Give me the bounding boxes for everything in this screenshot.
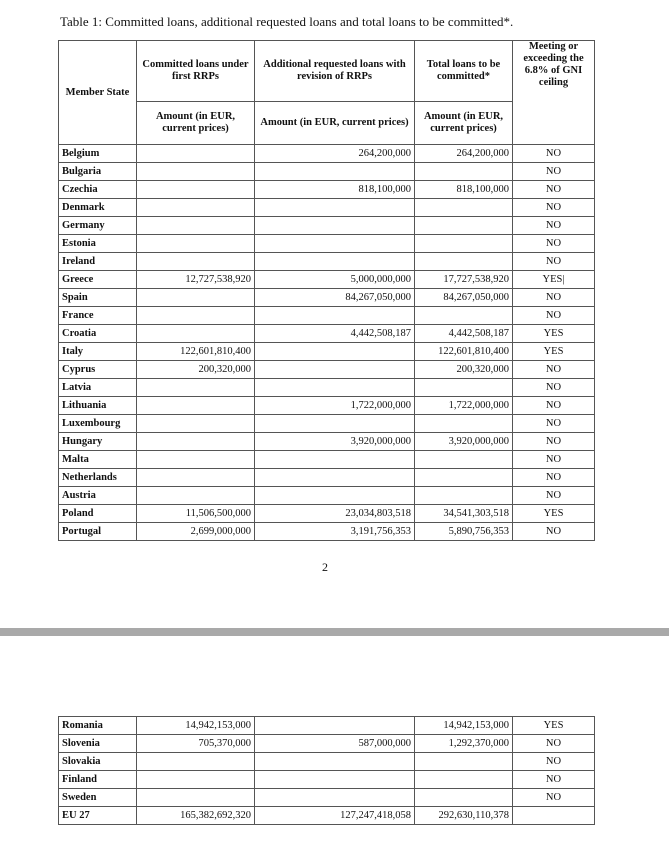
cell-additional-loans — [255, 379, 415, 397]
cell-committed-loans — [137, 307, 255, 325]
cell-gni-ceiling: NO — [513, 753, 595, 771]
loans-table — [58, 40, 595, 541]
cell-member-state: Poland — [59, 505, 137, 523]
cell-additional-loans — [255, 307, 415, 325]
cell-additional-loans: 127,247,418,058 — [255, 807, 415, 825]
cell-member-state: Sweden — [59, 789, 137, 807]
cell-committed-loans — [137, 217, 255, 235]
cell-gni-ceiling: YES| — [513, 271, 595, 289]
cell-additional-loans: 3,920,000,000 — [255, 433, 415, 451]
cell-additional-loans — [255, 415, 415, 433]
cell-gni-ceiling: NO — [513, 469, 595, 487]
cell-member-state: Slovenia — [59, 735, 137, 753]
cell-committed-loans — [137, 789, 255, 807]
cell-member-state: Luxembourg — [59, 415, 137, 433]
cell-member-state: Slovakia — [59, 753, 137, 771]
cell-member-state: Hungary — [59, 433, 137, 451]
cell-member-state: Germany — [59, 217, 137, 235]
table-row — [59, 379, 595, 397]
cell-member-state: Malta — [59, 451, 137, 469]
cell-committed-loans: 165,382,692,320 — [137, 807, 255, 825]
table-row — [59, 271, 595, 289]
cell-member-state: Estonia — [59, 235, 137, 253]
table-body-lower — [59, 717, 595, 825]
cell-gni-ceiling: NO — [513, 523, 595, 541]
cell-member-state: Croatia — [59, 325, 137, 343]
cell-member-state: Austria — [59, 487, 137, 505]
cell-total-loans: 1,722,000,000 — [415, 397, 513, 415]
cell-total-loans — [415, 451, 513, 469]
cell-total-loans: 122,601,810,400 — [415, 343, 513, 361]
table-row — [59, 199, 595, 217]
cell-total-loans — [415, 163, 513, 181]
cell-gni-ceiling: YES — [513, 343, 595, 361]
cell-committed-loans — [137, 163, 255, 181]
cell-additional-loans — [255, 361, 415, 379]
cell-committed-loans — [137, 235, 255, 253]
cell-total-loans — [415, 253, 513, 271]
table-row — [59, 735, 595, 753]
table-row — [59, 469, 595, 487]
table-row — [59, 523, 595, 541]
header-committed-loans: Committed loans under first RRPs — [137, 41, 255, 102]
cell-additional-loans — [255, 487, 415, 505]
cell-additional-loans — [255, 717, 415, 735]
cell-committed-loans — [137, 379, 255, 397]
cell-additional-loans: 3,191,756,353 — [255, 523, 415, 541]
cell-total-loans: 34,541,303,518 — [415, 505, 513, 523]
cell-committed-loans: 12,727,538,920 — [137, 271, 255, 289]
table-row — [59, 717, 595, 735]
cell-gni-ceiling: NO — [513, 735, 595, 753]
page-number: 2 — [322, 560, 328, 574]
cell-total-loans: 3,920,000,000 — [415, 433, 513, 451]
table-row — [59, 753, 595, 771]
cell-additional-loans — [255, 789, 415, 807]
cell-committed-loans — [137, 451, 255, 469]
cell-total-loans: 264,200,000 — [415, 145, 513, 163]
cell-member-state: Belgium — [59, 145, 137, 163]
cell-member-state: Czechia — [59, 181, 137, 199]
cell-member-state: Italy — [59, 343, 137, 361]
document-page-lower — [0, 636, 669, 851]
cell-additional-loans — [255, 343, 415, 361]
cell-additional-loans — [255, 771, 415, 789]
cell-member-state: Latvia — [59, 379, 137, 397]
table-row — [59, 771, 595, 789]
cell-gni-ceiling: NO — [513, 181, 595, 199]
cell-member-state: Finland — [59, 771, 137, 789]
cell-committed-loans — [137, 397, 255, 415]
cell-committed-loans: 2,699,000,000 — [137, 523, 255, 541]
cell-additional-loans — [255, 163, 415, 181]
header-additional-loans: Additional requested loans with revision of RRPs — [255, 41, 415, 102]
cell-member-state: Bulgaria — [59, 163, 137, 181]
cell-committed-loans — [137, 325, 255, 343]
cell-total-loans — [415, 789, 513, 807]
cell-total-loans: 1,292,370,000 — [415, 735, 513, 753]
cell-total-loans — [415, 771, 513, 789]
cell-gni-ceiling: NO — [513, 397, 595, 415]
cell-total-loans — [415, 379, 513, 397]
table-row — [59, 433, 595, 451]
cell-gni-ceiling: NO — [513, 379, 595, 397]
cell-gni-ceiling: YES — [513, 325, 595, 343]
cell-additional-loans: 1,722,000,000 — [255, 397, 415, 415]
table-row — [59, 361, 595, 379]
cell-committed-loans — [137, 199, 255, 217]
cell-committed-loans — [137, 415, 255, 433]
cell-total-loans: 292,630,110,378 — [415, 807, 513, 825]
table-row — [59, 181, 595, 199]
cell-committed-loans: 122,601,810,400 — [137, 343, 255, 361]
cell-additional-loans: 818,100,000 — [255, 181, 415, 199]
cell-gni-ceiling: YES — [513, 717, 595, 735]
cell-additional-loans — [255, 451, 415, 469]
cell-additional-loans — [255, 469, 415, 487]
table-row — [59, 487, 595, 505]
page-separator — [0, 628, 669, 636]
table-row — [59, 451, 595, 469]
table-row — [59, 789, 595, 807]
cell-total-loans: 14,942,153,000 — [415, 717, 513, 735]
cell-gni-ceiling: NO — [513, 451, 595, 469]
cell-member-state: EU 27 — [59, 807, 137, 825]
table-row — [59, 235, 595, 253]
table-row — [59, 289, 595, 307]
table-row — [59, 253, 595, 271]
cell-gni-ceiling: NO — [513, 307, 595, 325]
header-total-unit: Amount (in EUR, current prices) — [415, 102, 513, 145]
table-row — [59, 307, 595, 325]
cell-member-state: Denmark — [59, 199, 137, 217]
table-body-upper — [59, 145, 595, 541]
cell-gni-ceiling: NO — [513, 253, 595, 271]
cell-additional-loans — [255, 753, 415, 771]
cell-gni-ceiling: NO — [513, 235, 595, 253]
cell-additional-loans — [255, 253, 415, 271]
table-row — [59, 217, 595, 235]
cell-committed-loans — [137, 181, 255, 199]
cell-committed-loans: 200,320,000 — [137, 361, 255, 379]
cell-gni-ceiling: NO — [513, 289, 595, 307]
cell-additional-loans — [255, 199, 415, 217]
cell-additional-loans: 23,034,803,518 — [255, 505, 415, 523]
cell-committed-loans: 11,506,500,000 — [137, 505, 255, 523]
header-total-loans: Total loans to be committed* — [415, 41, 513, 102]
cell-committed-loans — [137, 289, 255, 307]
cell-committed-loans — [137, 487, 255, 505]
cell-total-loans — [415, 487, 513, 505]
cell-committed-loans — [137, 253, 255, 271]
cell-total-loans: 818,100,000 — [415, 181, 513, 199]
cell-total-loans — [415, 415, 513, 433]
cell-member-state: Lithuania — [59, 397, 137, 415]
cell-gni-ceiling: NO — [513, 217, 595, 235]
cell-gni-ceiling: YES — [513, 505, 595, 523]
cell-total-loans — [415, 199, 513, 217]
cell-total-loans: 4,442,508,187 — [415, 325, 513, 343]
cell-additional-loans: 264,200,000 — [255, 145, 415, 163]
cell-gni-ceiling: NO — [513, 361, 595, 379]
cell-member-state: Netherlands — [59, 469, 137, 487]
table-row — [59, 163, 595, 181]
cell-gni-ceiling — [513, 807, 595, 825]
cell-gni-ceiling: NO — [513, 789, 595, 807]
cell-committed-loans — [137, 433, 255, 451]
cell-total-loans: 17,727,538,920 — [415, 271, 513, 289]
cell-total-loans — [415, 307, 513, 325]
cell-additional-loans: 84,267,050,000 — [255, 289, 415, 307]
cell-member-state: Portugal — [59, 523, 137, 541]
cell-additional-loans: 4,442,508,187 — [255, 325, 415, 343]
table-row — [59, 807, 595, 825]
cell-total-loans — [415, 235, 513, 253]
cell-total-loans: 84,267,050,000 — [415, 289, 513, 307]
table-row — [59, 343, 595, 361]
table-caption: Table 1: Committed loans, additional requested loans and total loans to be committed*. — [60, 14, 514, 29]
cell-additional-loans — [255, 235, 415, 253]
cell-gni-ceiling: NO — [513, 487, 595, 505]
header-committed-unit: Amount (in EUR, current prices) — [137, 102, 255, 145]
loans-table-continued — [58, 716, 595, 825]
table-row — [59, 415, 595, 433]
cell-committed-loans — [137, 771, 255, 789]
cell-additional-loans — [255, 217, 415, 235]
cell-total-loans: 5,890,756,353 — [415, 523, 513, 541]
cell-gni-ceiling: NO — [513, 771, 595, 789]
cell-total-loans — [415, 217, 513, 235]
cell-total-loans: 200,320,000 — [415, 361, 513, 379]
cell-gni-ceiling: NO — [513, 415, 595, 433]
cell-total-loans — [415, 469, 513, 487]
table-row — [59, 145, 595, 163]
header-member-state: Member State — [59, 41, 137, 145]
cell-committed-loans: 14,942,153,000 — [137, 717, 255, 735]
header-gni-ceiling: Meeting or exceeding the 6.8% of GNI ceiling — [513, 41, 595, 145]
header-additional-unit: Amount (in EUR, current prices) — [255, 102, 415, 145]
cell-member-state: Cyprus — [59, 361, 137, 379]
cell-gni-ceiling: NO — [513, 145, 595, 163]
cell-member-state: Spain — [59, 289, 137, 307]
cell-additional-loans: 587,000,000 — [255, 735, 415, 753]
cell-committed-loans: 705,370,000 — [137, 735, 255, 753]
cell-member-state: France — [59, 307, 137, 325]
table-row — [59, 397, 595, 415]
cell-member-state: Greece — [59, 271, 137, 289]
cell-member-state: Romania — [59, 717, 137, 735]
table-row — [59, 505, 595, 523]
cell-committed-loans — [137, 753, 255, 771]
cell-gni-ceiling: NO — [513, 199, 595, 217]
cell-additional-loans: 5,000,000,000 — [255, 271, 415, 289]
cell-committed-loans — [137, 469, 255, 487]
cell-committed-loans — [137, 145, 255, 163]
cell-gni-ceiling: NO — [513, 433, 595, 451]
cell-member-state: Ireland — [59, 253, 137, 271]
cell-total-loans — [415, 753, 513, 771]
table-row — [59, 325, 595, 343]
cell-gni-ceiling: NO — [513, 163, 595, 181]
